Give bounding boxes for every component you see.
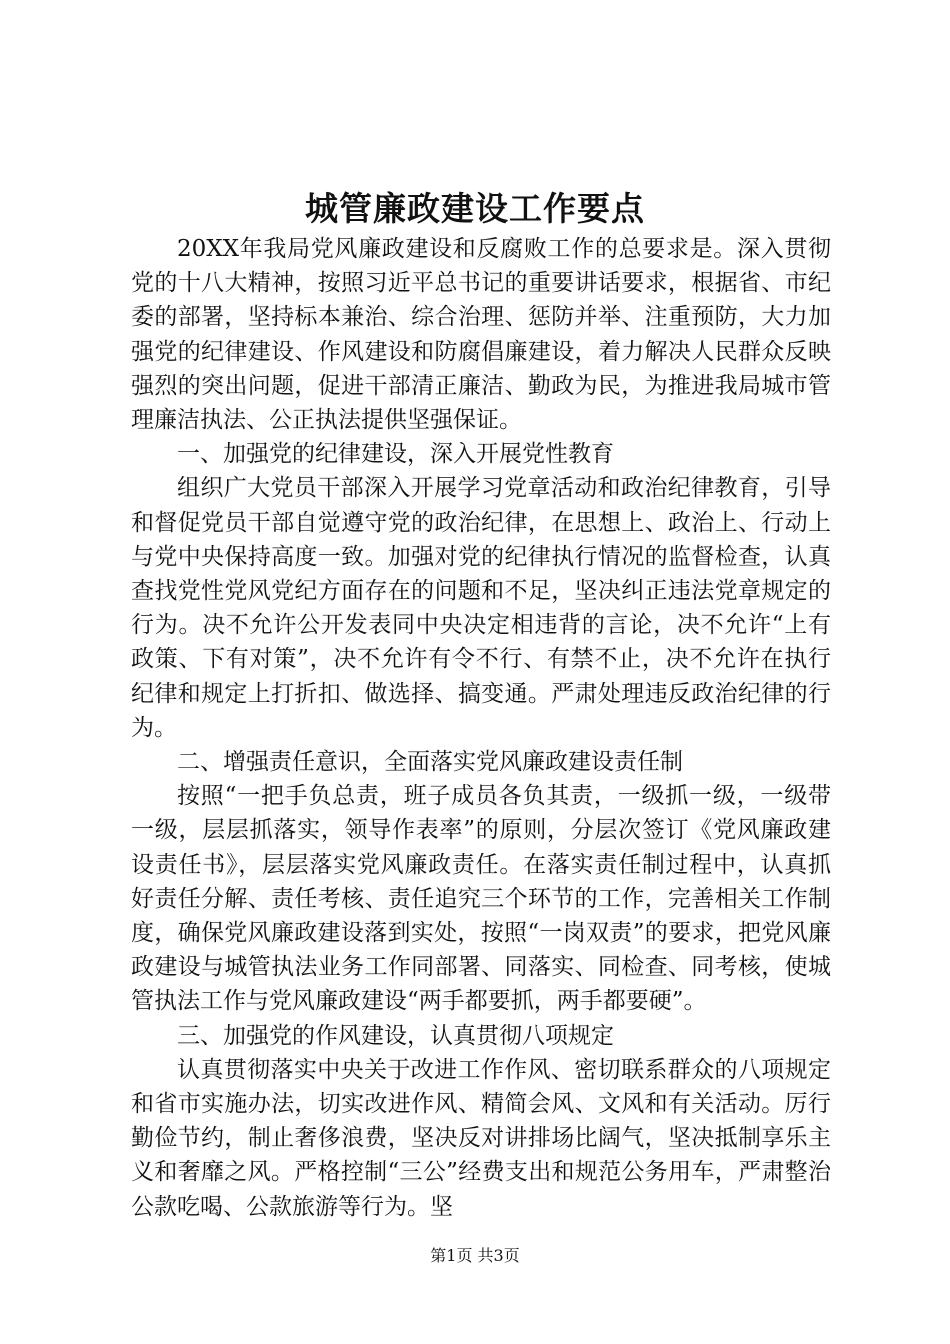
section-heading-1: 一、加强党的纪律建设，深入开展党性教育 [177,441,614,468]
section-paragraph-3: 认真贯彻落实中央关于改进工作作风、密切联系群众的八项规定和省市实施办法，切实改进作风、精简会风、文风和有关活动。厉行勤俭节约，制止奢侈浪费，坚决反对讲排场比阔气，坚决抵制享乐主义和奢靡之风。严格控制“三公”经费支出和规范公务用车，严肃整治公款吃喝、公款旅游等行为。坚 [131,1056,831,1220]
page-title: 城管廉政建设工作要点 [305,189,645,228]
page-footer: 第1页 共3页 [430,1246,520,1265]
section-paragraph-2: 按照“一把手负总责，班子成员各负其责，一级抓一级，一级带一级，层层抓落实，领导作表率”的原则，分层次签订《党风廉政建设责任书》，层层落实党风廉政责任。在落实责任制过程中，认真抓好责任分解、责任考核、责任追究三个环节的工作，完善相关工作制度，确保党风廉政建设落到实处，按照“一岗双责”的要求，把党风廉政建设与城管执法业务工作同部署、同落实、同检查、同考核，使城管执法工作与党风廉政建设“两手都要抓，两手都要硬”。 [131,783,831,1015]
section-paragraph-1: 组织广大党员干部深入开展学习党章活动和政治纪律教育，引导和督促党员干部自觉遵守党的政治纪律，在思想上、政治上、行动上与党中央保持高度一致。加强对党的纪律执行情况的监督检查，认真查找党性党风党纪方面存在的问题和不足，坚决纠正违法党章规定的行为。决不允许公开发表同中央决定相违背的言论，决不允许“上有政策、下有对策”，决不允许有令不行、有禁不止，决不允许在执行纪律和规定上打折扣、做选择、搞变通。严肃处理违反政治纪律的行为。 [131,475,831,741]
document-body [131,232,831,1224]
section-heading-2: 二、增强责任意识，全面落实党风廉政建设责任制 [177,749,683,776]
section-heading-3: 三、加强党的作风建设，认真贯彻八项规定 [177,1022,614,1049]
intro-paragraph: 20XX年我局党风廉政建设和反腐败工作的总要求是。深入贯彻党的十八大精神，按照习近平总书记的重要讲话要求，根据省、市纪委的部署，坚持标本兼治、综合治理、惩防并举、注重预防，大力加强党的纪律建设、作风建设和防腐倡廉建设，着力解决人民群众反映强烈的突出问题，促进干部清正廉洁、勤政为民，为推进我局城市管理廉洁执法、公正执法提供坚强保证。 [131,236,831,434]
